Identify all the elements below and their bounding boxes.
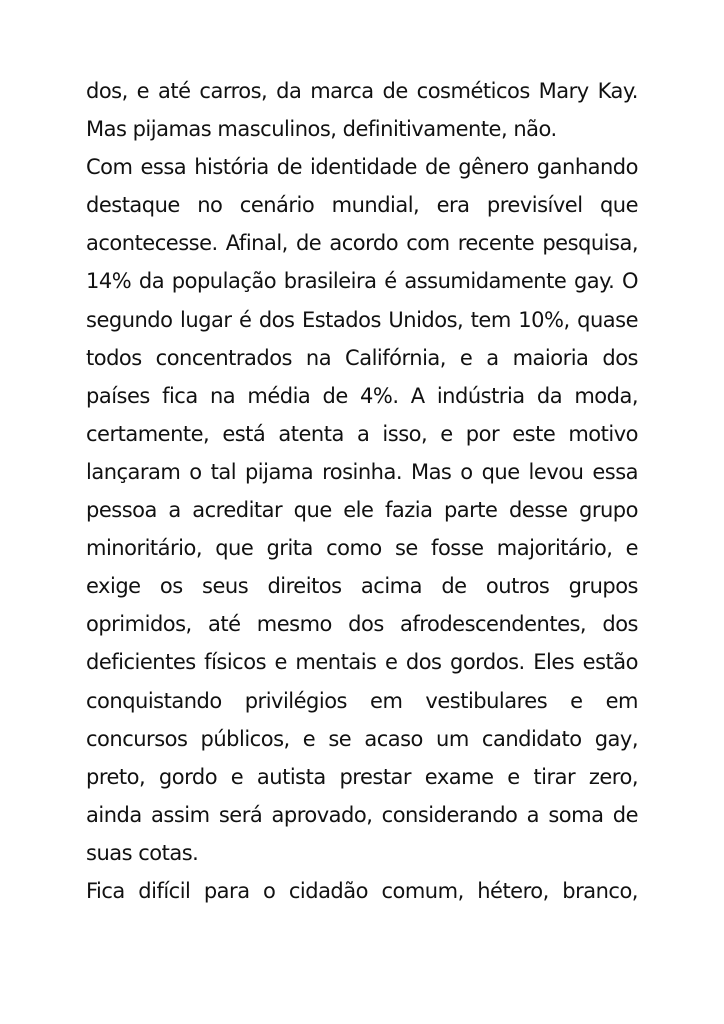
text-line: dos, e até carros, da marca de cosméticos Mary Kay. <box>86 79 638 103</box>
text-line: oprimidos, até mesmo dos afrodescendentes, dos <box>86 612 638 637</box>
text-line: concursos públicos, e se acaso um candidato gay, <box>86 726 638 751</box>
text-line: todos concentrados na Califórnia, e a maioria dos <box>86 345 638 370</box>
text-line: países fica na média de 4%. A indústria da moda, <box>86 383 638 408</box>
text-line: ainda assim será aprovado, considerando a soma de <box>86 802 638 827</box>
text-line: exige os seus direitos acima de outros grupos <box>86 574 638 599</box>
text-line: conquistando privilégios em vestibulares e em <box>86 688 638 713</box>
text-line: deficientes físicos e mentais e dos gordos. Eles estão <box>86 650 638 675</box>
text-line: Mas pijamas masculinos, definitivamente, não. <box>86 117 557 142</box>
text-line: pessoa a acreditar que ele fazia parte desse grupo <box>86 498 638 523</box>
text-line: Fica difícil para o cidadão comum, hétero, branco, <box>86 878 638 903</box>
text-line: destaque no cenário mundial, era previsível que <box>86 193 638 218</box>
text-line: segundo lugar é dos Estados Unidos, tem 10%, quase <box>86 307 638 332</box>
text-line: acontecesse. Afinal, de acordo com recente pesquisa, <box>86 231 638 256</box>
text-line: suas cotas. <box>86 840 199 865</box>
text-line: lançaram o tal pijama rosinha. Mas o que levou essa <box>86 459 638 484</box>
text-line: preto, gordo e autista prestar exame e tirar zero, <box>86 764 638 789</box>
text-line: minoritário, que grita como se fosse majoritário, e <box>86 536 638 561</box>
text-line: Com essa história de identidade de gênero ganhando <box>86 155 638 180</box>
text-line: certamente, está atenta a isso, e por este motivo <box>86 421 638 446</box>
text-line: 14% da população brasileira é assumidamente gay. O <box>86 269 638 294</box>
body-text <box>86 72 638 910</box>
